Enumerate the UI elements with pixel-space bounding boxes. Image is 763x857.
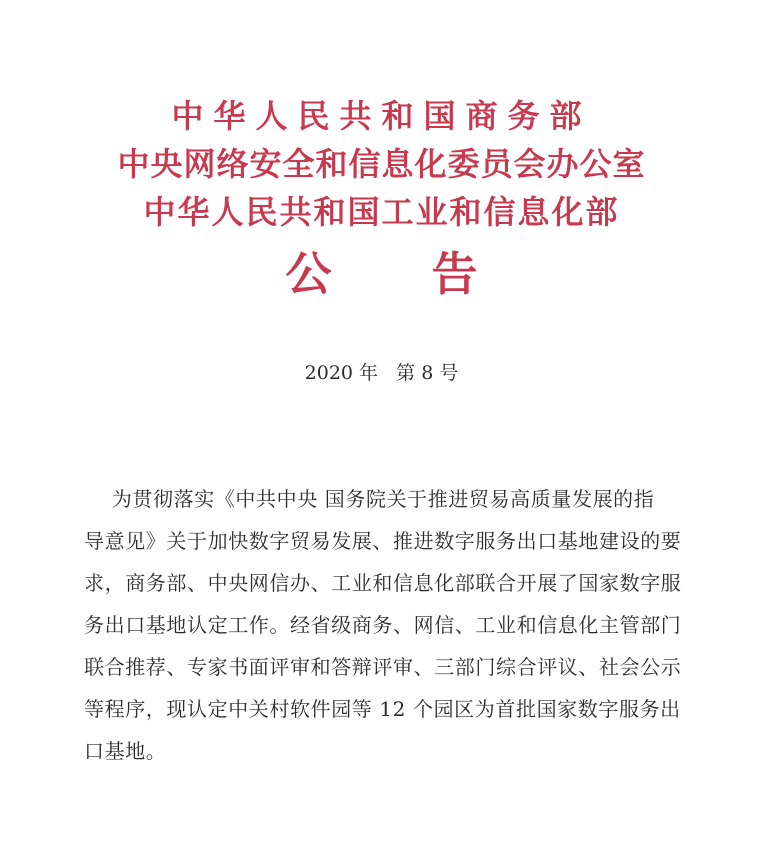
issuer-ministry-of-commerce: 中华人民共和国商务部	[171, 97, 592, 135]
body-line: 务出口基地认定工作。经省级商务、网信、工业和信息化主管部门	[84, 613, 682, 637]
body-line: 导意见》关于加快数字贸易发展、推进数字服务出口基地建设的要	[84, 529, 682, 553]
document-number: 2020 年 第 8 号	[304, 362, 459, 384]
issuer-miit: 中华人民共和国工业和信息化部	[143, 193, 620, 231]
issuer-cyberspace-office: 中央网络安全和信息化委员会办公室	[117, 145, 646, 183]
body-line: 联合推荐、专家书面评审和答辩评审、三部门综合评议、社会公示	[84, 655, 682, 679]
body-line: 求，商务部、中央网信办、工业和信息化部联合开展了国家数字服	[84, 571, 682, 595]
body-line: 为贯彻落实《中共中央 国务院关于推进贸易高质量发展的指	[84, 487, 655, 511]
announcement-body	[84, 478, 684, 772]
body-line: 口基地。	[84, 739, 167, 763]
document-title: 公告	[285, 247, 578, 301]
body-line: 等程序，现认定中关村软件园等 12 个园区为首批国家数字服务出	[84, 697, 681, 721]
